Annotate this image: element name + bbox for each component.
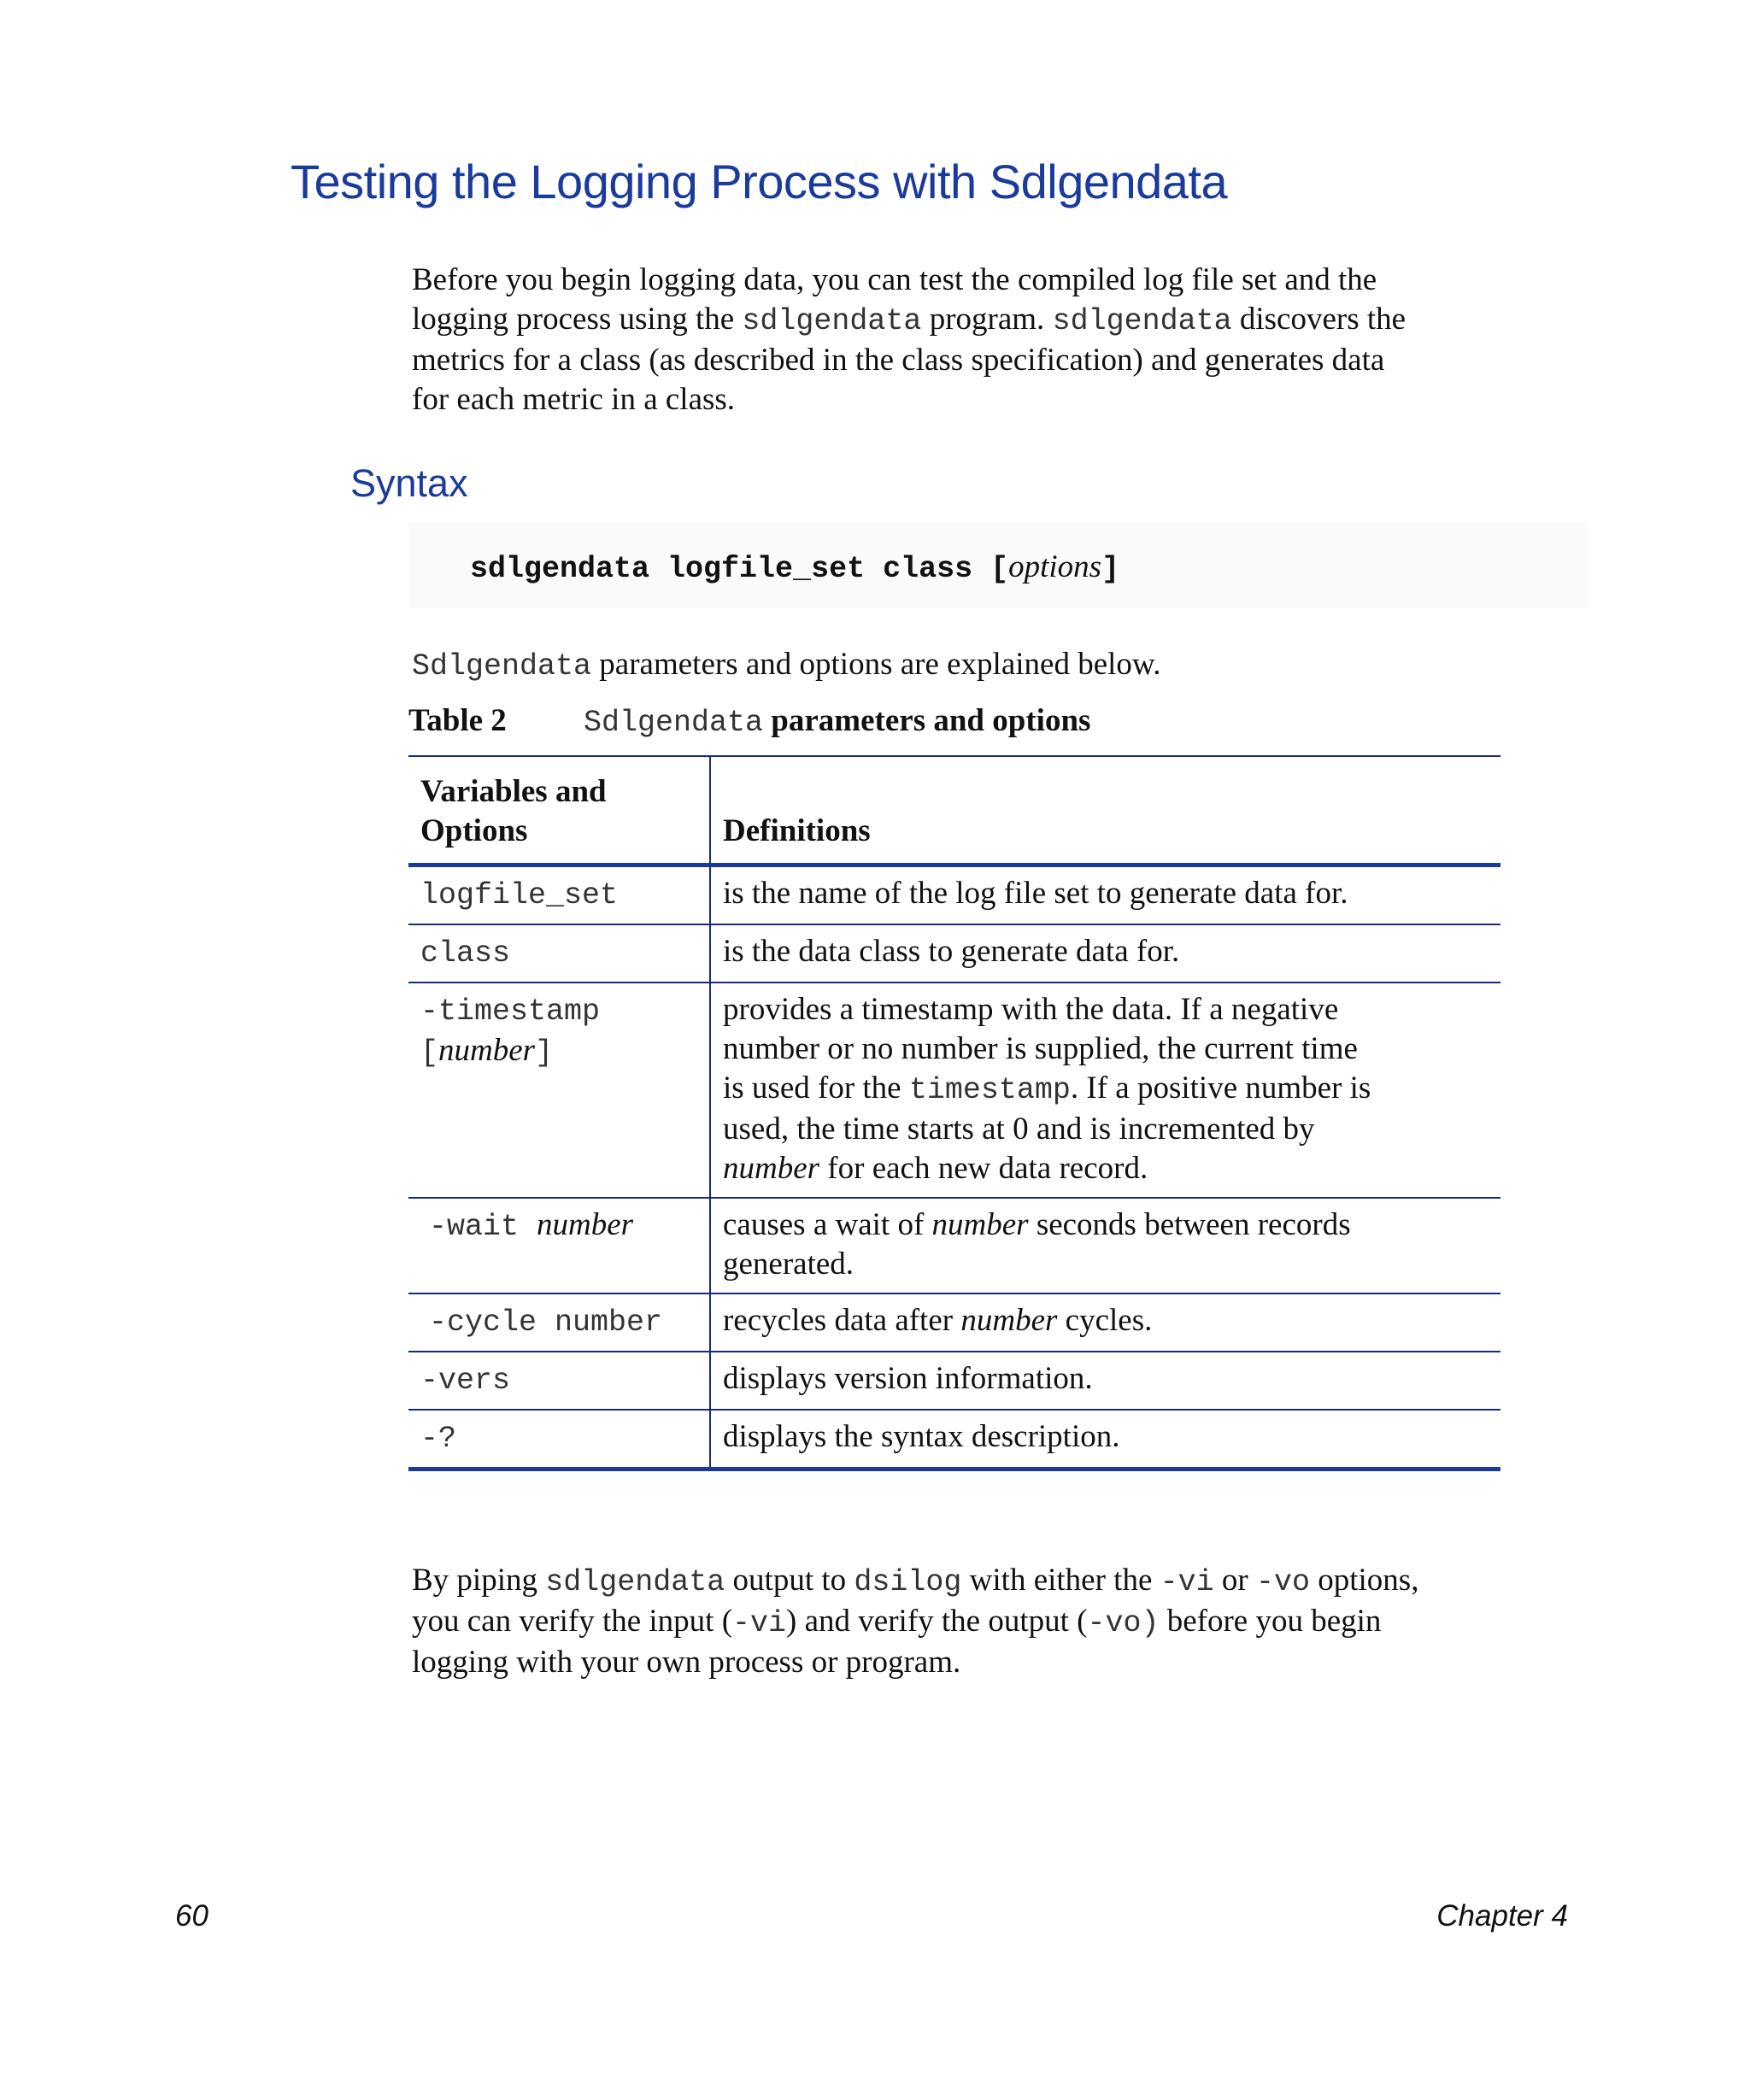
command-options: options bbox=[1008, 549, 1102, 584]
table-row bbox=[408, 983, 1500, 1198]
inline-code: sdlgendata bbox=[545, 1565, 725, 1599]
definition-cell: displays version information. bbox=[710, 1352, 1500, 1410]
text: with either the bbox=[961, 1563, 1160, 1598]
intro-line bbox=[412, 300, 1591, 341]
option-cell bbox=[408, 1293, 710, 1352]
option-code: -vers bbox=[420, 1364, 511, 1398]
text: provides a timestamp with the data. If a negative bbox=[723, 992, 1339, 1027]
inline-code: sdlgendata bbox=[1052, 304, 1232, 338]
text: parameters and options are explained below. bbox=[591, 647, 1161, 682]
option-cell bbox=[408, 1410, 710, 1469]
text: options, bbox=[1310, 1563, 1419, 1598]
text: used, the time starts at 0 and is incremented by bbox=[723, 1112, 1315, 1147]
table-number: Table 2 bbox=[408, 703, 507, 738]
table-row bbox=[408, 1198, 1500, 1293]
text: logging process using the bbox=[412, 302, 743, 337]
intro-line bbox=[412, 261, 1591, 300]
text: recycles data after bbox=[723, 1303, 961, 1338]
table-row bbox=[408, 1352, 1500, 1410]
header-definitions: Definitions bbox=[710, 756, 1500, 865]
intro-line bbox=[412, 341, 1591, 380]
option-arg: number bbox=[438, 1033, 536, 1068]
option-code: -? bbox=[420, 1422, 457, 1456]
text: logging with your own process or program. bbox=[412, 1645, 961, 1680]
table-row bbox=[408, 1293, 1500, 1352]
text: Before you begin logging data, you can test the compiled log file set and the bbox=[412, 262, 1377, 297]
params-intro bbox=[412, 645, 1160, 686]
inline-code: -vo) bbox=[1087, 1606, 1160, 1640]
definition-cell: displays the syntax description. bbox=[710, 1410, 1500, 1469]
page-title: Testing the Logging Process with Sdlgendata bbox=[291, 155, 1228, 208]
option-code: ] bbox=[535, 1035, 554, 1070]
command-text: sdlgendata logfile_set class [ bbox=[470, 552, 1009, 586]
closing-line bbox=[412, 1561, 1608, 1602]
option-code: -cycle number bbox=[429, 1305, 663, 1340]
command-close: ] bbox=[1101, 552, 1120, 586]
text: program. bbox=[921, 302, 1053, 337]
text: output to bbox=[725, 1563, 854, 1598]
table-header-row bbox=[408, 756, 1500, 865]
header-text: Variables and bbox=[420, 774, 607, 809]
caption-text: parameters and options bbox=[763, 703, 1091, 738]
option-code: -timestamp bbox=[420, 994, 601, 1029]
syntax-heading: Syntax bbox=[350, 461, 468, 505]
inline-code: timestamp bbox=[908, 1073, 1071, 1107]
option-cell bbox=[408, 1352, 710, 1410]
syntax-command bbox=[470, 548, 1119, 586]
page-number: 60 bbox=[175, 1899, 208, 1933]
table-caption bbox=[408, 702, 1090, 740]
table-row bbox=[408, 924, 1500, 983]
intro-line bbox=[412, 380, 1591, 419]
inline-code: dsilog bbox=[854, 1565, 962, 1599]
option-code: logfile_set bbox=[420, 878, 619, 912]
option-cell bbox=[408, 983, 710, 1198]
definition-cell bbox=[710, 983, 1500, 1198]
option-cell bbox=[408, 1198, 710, 1293]
option-code: -wait bbox=[429, 1210, 537, 1244]
text: seconds between records bbox=[1028, 1207, 1351, 1242]
definition-cell: is the data class to generate data for. bbox=[710, 924, 1500, 983]
definition-cell: is the name of the log file set to generate data for. bbox=[710, 865, 1500, 925]
closing-line bbox=[412, 1602, 1608, 1643]
text-italic: number bbox=[960, 1303, 1058, 1338]
text: cycles. bbox=[1057, 1303, 1153, 1338]
text: ) and verify the output ( bbox=[786, 1604, 1088, 1639]
text: for each new data record. bbox=[819, 1151, 1148, 1186]
inline-code: Sdlgendata bbox=[584, 706, 764, 740]
text: for each metric in a class. bbox=[412, 382, 736, 417]
header-text: Options bbox=[420, 813, 528, 848]
option-cell bbox=[408, 924, 710, 983]
option-code: class bbox=[420, 936, 511, 971]
closing-line bbox=[412, 1643, 1608, 1682]
text: metrics for a class (as described in the class specification) and generates data bbox=[412, 343, 1385, 378]
parameters-table bbox=[408, 755, 1500, 1471]
table-row bbox=[408, 865, 1500, 925]
text: number or no number is supplied, the current time bbox=[723, 1031, 1358, 1066]
text: . If a positive number is bbox=[1070, 1071, 1371, 1106]
option-cell bbox=[408, 865, 710, 925]
intro-paragraph bbox=[412, 261, 1591, 419]
text: or bbox=[1213, 1563, 1256, 1598]
option-arg: number bbox=[537, 1207, 634, 1242]
inline-code: -vi bbox=[732, 1606, 787, 1640]
option-code: [ bbox=[420, 1035, 439, 1070]
closing-paragraph bbox=[412, 1561, 1608, 1682]
text-italic: number bbox=[723, 1151, 820, 1186]
header-variables-options bbox=[408, 756, 710, 865]
text: before you begin bbox=[1159, 1604, 1382, 1639]
definition-cell bbox=[710, 1293, 1500, 1352]
text: causes a wait of bbox=[723, 1207, 932, 1242]
text: you can verify the input ( bbox=[412, 1604, 733, 1639]
inline-code: -vi bbox=[1160, 1565, 1214, 1599]
text: discovers the bbox=[1231, 302, 1406, 337]
inline-code: Sdlgendata bbox=[412, 649, 592, 683]
table-row bbox=[408, 1410, 1500, 1469]
inline-code: sdlgendata bbox=[742, 304, 922, 338]
text: is used for the bbox=[723, 1071, 909, 1106]
text: generated. bbox=[723, 1247, 854, 1282]
definition-cell bbox=[710, 1198, 1500, 1293]
chapter-label: Chapter 4 bbox=[1436, 1899, 1568, 1933]
text-italic: number bbox=[931, 1207, 1029, 1242]
text: By piping bbox=[412, 1563, 546, 1598]
inline-code: -vo bbox=[1255, 1565, 1310, 1599]
